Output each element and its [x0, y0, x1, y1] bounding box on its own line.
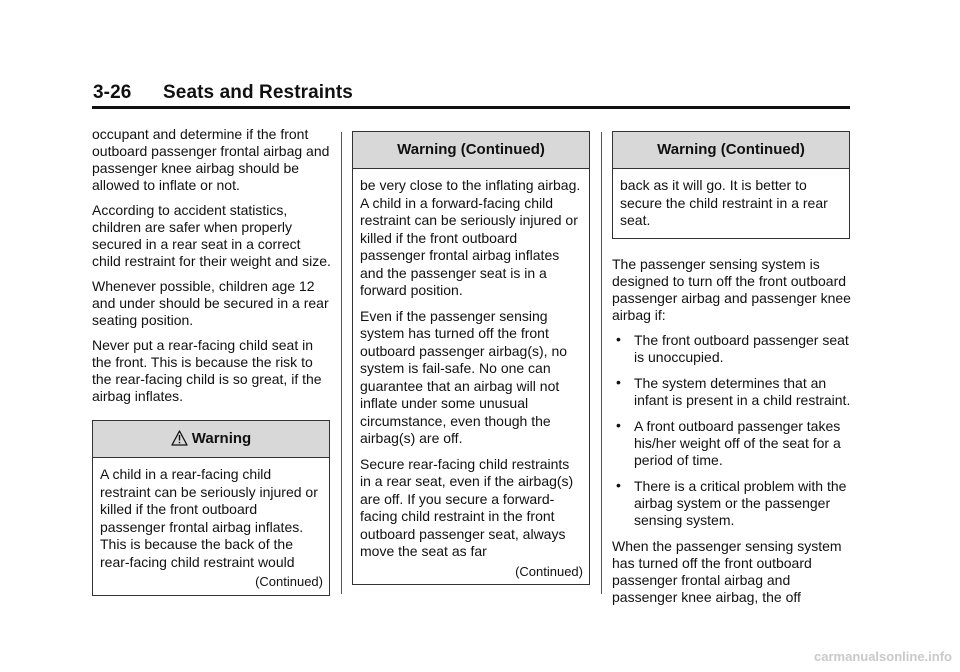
- column-divider: [341, 132, 342, 594]
- warning-box: [352, 131, 590, 585]
- paragraph: occupant and determine if the front outboard passenger frontal airbag and passenger knee airbag should be allowed to inflate or not.: [92, 126, 330, 193]
- column-2: [352, 131, 592, 585]
- continued-label: (Continued): [255, 574, 323, 589]
- warning-header: [93, 421, 329, 458]
- page-header: [93, 82, 353, 104]
- bullet-icon: •: [616, 476, 621, 493]
- paragraph: The passenger sensing system is designed to turn off the front outboard passenger airbag and passenger knee airbag if:: [612, 255, 851, 323]
- paragraph: When the passenger sensing system has turned off the front outboard passenger frontal airbag and passenger knee airbag, the off: [612, 537, 842, 605]
- column-1: [92, 126, 332, 596]
- page-number: 3-26: [93, 82, 132, 103]
- warning-header: Warning (Continued): [353, 132, 589, 169]
- list-item: • A front outboard passenger takes his/her weight off of the seat for a period of time.: [616, 416, 841, 468]
- bullet-list: [612, 332, 852, 529]
- list-item: • The front outboard passenger seat is unoccupied.: [616, 330, 849, 365]
- warning-text: Secure rear-facing child restraints in a rear seat, even if the airbag(s) are off. If you secure a forward-facing child restraint in the front outboard passenger seat, always move the seat as far: [360, 455, 574, 559]
- paragraph: According to accident statistics, children are safer when properly secured in a rear seat in a correct child restraint for their weight and size.: [92, 202, 331, 269]
- paragraph: Never put a rear-facing child seat in the front. This is because the risk to the rear-facing child is so great, if the airbag inflates.: [92, 337, 322, 404]
- header-rule: [92, 106, 850, 109]
- warning-body: [613, 169, 849, 238]
- warning-triangle-icon: [171, 424, 188, 460]
- warning-body: [353, 169, 589, 584]
- warning-body: [93, 458, 329, 595]
- section-title: Seats and Restraints: [163, 82, 353, 103]
- warning-text: be very close to the inflating airbag. A child in a forward-facing child restraint can be seriously injured or killed if the front outboard passenger frontal airbag inflates and the passenger seat is in a forward position.: [360, 177, 581, 298]
- bullet-icon: •: [616, 373, 621, 390]
- warning-text: A child in a rear-facing child restraint can be seriously injured or killed if the front outboard passenger frontal airbag inflates. This is because the back of the rear-facing child restraint would: [100, 466, 318, 570]
- warning-text: back as it will go. It is better to secure the child restraint in a rear seat.: [620, 177, 828, 228]
- list-item: • The system determines that an infant is present in a child restraint.: [616, 373, 851, 408]
- warning-title: Warning: [191, 430, 252, 447]
- bullet-icon: •: [616, 416, 621, 433]
- continued-label: (Continued): [515, 563, 583, 579]
- warning-box: [612, 131, 850, 239]
- paragraph: Whenever possible, children age 12 and under should be secured in a rear seating position.: [92, 278, 329, 328]
- column-divider: [601, 132, 602, 594]
- watermark: carmanualsonline.info: [814, 649, 952, 664]
- bullet-icon: •: [616, 330, 621, 347]
- warning-text: Even if the passenger sensing system has turned off the front outboard passenger airbag(s), no system is fail-safe. No one can guarantee that an airbag will not inflate under some unusual circumstance, even though the airbag(s) are off.: [360, 307, 568, 446]
- warning-box: [92, 420, 330, 596]
- column-3: [612, 131, 852, 614]
- list-item: • There is a critical problem with the airbag system or the passenger sensing system.: [616, 476, 847, 528]
- warning-header: Warning (Continued): [613, 132, 849, 169]
